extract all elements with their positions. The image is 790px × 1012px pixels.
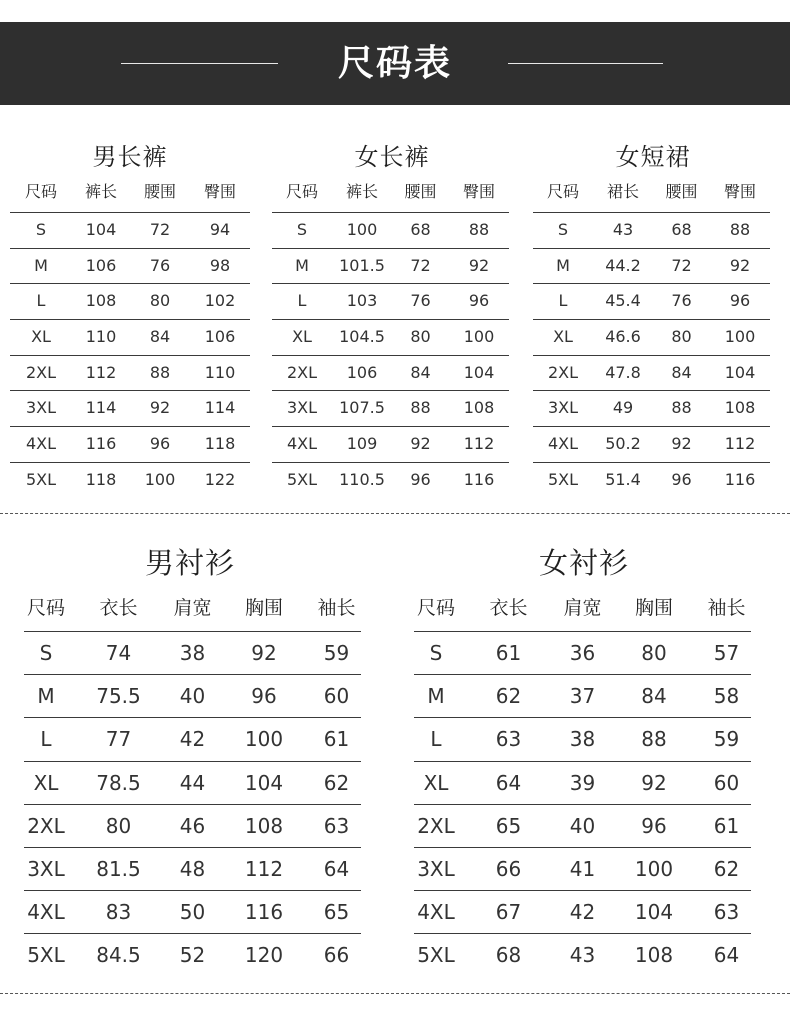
value-cell: 72 [149, 220, 171, 239]
value-cell: 92 [671, 434, 692, 454]
value-cell: 78.5 [96, 770, 141, 795]
value-cell: 63 [323, 813, 350, 838]
value-cell: 98 [209, 255, 231, 275]
table-row [414, 934, 751, 976]
table-row [272, 249, 509, 284]
value-cell: 104 [85, 220, 117, 239]
table-row [272, 463, 509, 498]
table-header-row [10, 172, 250, 212]
value-cell: 72 [410, 255, 431, 275]
table-row [533, 463, 770, 498]
value-cell: 39 [569, 770, 596, 795]
size-cell: L [40, 727, 52, 752]
value-cell: 66 [495, 856, 522, 881]
value-cell: 75.5 [96, 684, 141, 709]
value-cell: 106 [204, 327, 236, 347]
column-header: 尺码 [416, 597, 455, 619]
size-cell: M [556, 255, 570, 275]
value-cell: 52 [179, 943, 206, 968]
value-cell: 61 [495, 641, 522, 665]
table-row [10, 320, 250, 355]
table-row [414, 675, 751, 717]
value-cell: 44 [179, 770, 206, 795]
size-cell: 3XL [25, 398, 57, 418]
value-cell: 64 [713, 943, 740, 968]
size-cell: L [558, 291, 568, 311]
table-row [10, 427, 250, 462]
value-cell: 44.2 [605, 255, 641, 275]
table-row [10, 249, 250, 284]
value-cell: 77 [105, 727, 132, 752]
table-row [414, 632, 751, 674]
size-cell: 4XL [27, 900, 65, 925]
value-cell: 84.5 [96, 943, 141, 968]
value-cell: 107.5 [339, 398, 385, 418]
size-cell: XL [423, 770, 449, 795]
value-cell: 120 [244, 943, 284, 968]
men-shirt-title: 男衬衫 [144, 546, 235, 580]
size-cell: 5XL [27, 943, 65, 968]
value-cell: 72 [671, 255, 692, 275]
value-cell: 116 [463, 469, 495, 489]
table-row [272, 320, 509, 355]
value-cell: 62 [323, 770, 350, 795]
size-cell: 2XL [417, 813, 455, 838]
size-cell: S [35, 220, 47, 239]
value-cell: 100 [724, 327, 756, 347]
table-row [272, 356, 509, 391]
value-cell: 88 [671, 398, 692, 418]
value-cell: 62 [713, 856, 740, 881]
value-cell: 122 [204, 469, 236, 489]
value-cell: 74 [105, 641, 132, 665]
value-cell: 42 [569, 900, 596, 925]
table-row [10, 463, 250, 498]
value-cell: 48 [179, 856, 206, 881]
value-cell: 96 [468, 291, 490, 311]
bottom-divider [0, 993, 790, 994]
table-row [272, 284, 509, 319]
table-row [533, 284, 770, 319]
value-cell: 108 [85, 291, 117, 311]
value-cell: 88 [729, 220, 751, 239]
value-cell: 42 [179, 727, 206, 752]
section-divider [0, 513, 790, 514]
value-cell: 66 [323, 943, 350, 968]
value-cell: 43 [612, 220, 634, 239]
value-cell: 60 [323, 684, 350, 709]
value-cell: 92 [729, 255, 751, 275]
value-cell: 63 [713, 900, 740, 925]
value-cell: 92 [641, 770, 667, 795]
column-header: 尺码 [285, 182, 318, 201]
value-cell: 106 [85, 255, 117, 275]
value-cell: 47.8 [605, 362, 641, 382]
column-header: 尺码 [546, 182, 579, 201]
size-cell: 2XL [25, 362, 57, 382]
value-cell: 58 [713, 684, 740, 709]
value-cell: 116 [85, 434, 117, 454]
value-cell: 38 [179, 641, 206, 665]
table-row [533, 249, 770, 284]
value-cell: 68 [410, 220, 431, 239]
value-cell: 84 [671, 362, 692, 382]
value-cell: 76 [149, 255, 171, 275]
value-cell: 76 [410, 291, 431, 311]
value-cell: 80 [410, 327, 431, 347]
table-row [533, 320, 770, 355]
size-cell: S [557, 220, 569, 239]
column-header: 袖长 [707, 597, 746, 619]
value-cell: 88 [468, 220, 490, 239]
men-shirt-table [24, 585, 361, 977]
size-cell: 5XL [547, 469, 579, 489]
women-shirt-table [414, 585, 751, 977]
value-cell: 104 [463, 362, 495, 382]
size-cell: S [39, 641, 53, 665]
column-header: 裤长 [84, 182, 117, 201]
table-row [414, 762, 751, 804]
column-header: 胸围 [244, 597, 283, 619]
value-cell: 50.2 [605, 434, 641, 454]
table-row [533, 356, 770, 391]
value-cell: 108 [634, 943, 674, 968]
value-cell: 41 [569, 856, 596, 881]
size-cell: M [37, 684, 55, 709]
value-cell: 80 [105, 813, 132, 838]
value-cell: 88 [410, 398, 431, 418]
table-header-row [272, 172, 509, 212]
table-header-row [414, 585, 751, 631]
table-row [10, 356, 250, 391]
banner-rule-left [121, 63, 278, 64]
value-cell: 108 [463, 398, 495, 418]
size-cell: 2XL [547, 362, 579, 382]
column-header: 肩宽 [173, 597, 212, 619]
value-cell: 64 [323, 856, 350, 881]
value-cell: 88 [641, 727, 667, 752]
size-cell: L [36, 291, 46, 311]
size-cell: M [34, 255, 48, 275]
value-cell: 100 [144, 469, 176, 489]
size-cell: 3XL [547, 398, 579, 418]
table-row [414, 805, 751, 847]
women-skirt-title: 女短裙 [615, 143, 691, 171]
value-cell: 103 [346, 291, 378, 311]
table-row [272, 391, 509, 426]
column-header: 臀围 [203, 182, 236, 201]
column-header: 袖长 [317, 597, 356, 619]
value-cell: 80 [149, 291, 171, 311]
value-cell: 92 [468, 255, 490, 275]
size-cell: XL [553, 327, 573, 347]
value-cell: 60 [713, 770, 740, 795]
size-cell: XL [292, 327, 312, 347]
size-cell: 4XL [286, 434, 318, 454]
size-cell: XL [33, 770, 59, 795]
column-header: 臀围 [462, 182, 495, 201]
value-cell: 92 [149, 398, 171, 418]
value-cell: 108 [244, 813, 284, 838]
value-cell: 65 [495, 813, 522, 838]
value-cell: 100 [244, 727, 284, 752]
value-cell: 51.4 [605, 469, 641, 489]
value-cell: 102 [204, 291, 236, 311]
column-header: 腰围 [143, 182, 176, 201]
value-cell: 63 [495, 727, 522, 752]
size-cell: S [296, 220, 308, 239]
value-cell: 100 [346, 220, 378, 239]
table-row [272, 213, 509, 248]
size-cell: S [429, 641, 443, 665]
value-cell: 62 [495, 684, 522, 709]
value-cell: 100 [634, 856, 674, 881]
value-cell: 84 [410, 362, 431, 382]
value-cell: 49 [612, 398, 634, 418]
value-cell: 114 [204, 398, 236, 418]
value-cell: 106 [346, 362, 378, 382]
size-cell: 3XL [286, 398, 318, 418]
size-cell: XL [31, 327, 51, 347]
value-cell: 112 [244, 856, 284, 881]
value-cell: 96 [729, 291, 751, 311]
women-pants-table [272, 172, 509, 498]
value-cell: 104 [724, 362, 756, 382]
value-cell: 92 [251, 641, 277, 665]
table-row [24, 805, 361, 847]
column-header: 肩宽 [563, 597, 602, 619]
size-cell: 3XL [417, 856, 455, 881]
size-cell: L [297, 291, 307, 311]
value-cell: 104.5 [339, 327, 385, 347]
value-cell: 61 [323, 727, 350, 752]
size-cell: 2XL [286, 362, 318, 382]
column-header: 衣长 [99, 597, 138, 619]
value-cell: 46.6 [605, 327, 641, 347]
value-cell: 96 [671, 469, 692, 489]
table-row [24, 632, 361, 674]
value-cell: 96 [641, 813, 667, 838]
value-cell: 96 [149, 434, 171, 454]
value-cell: 36 [569, 641, 596, 665]
table-row [24, 891, 361, 933]
value-cell: 101.5 [339, 255, 385, 275]
size-cell: 4XL [547, 434, 579, 454]
value-cell: 46 [179, 813, 206, 838]
size-cell: 5XL [286, 469, 318, 489]
size-cell: 3XL [27, 856, 65, 881]
size-cell: 4XL [25, 434, 57, 454]
column-header: 胸围 [634, 597, 673, 619]
value-cell: 80 [671, 327, 692, 347]
value-cell: 67 [495, 900, 522, 925]
table-row [533, 391, 770, 426]
value-cell: 59 [323, 641, 350, 665]
header-banner [0, 22, 790, 105]
table-row [533, 213, 770, 248]
size-cell: 4XL [417, 900, 455, 925]
size-cell: M [295, 255, 309, 275]
value-cell: 88 [149, 362, 171, 382]
men-pants-title: 男长裤 [92, 143, 168, 171]
column-header: 腰围 [665, 182, 698, 201]
size-cell: 5XL [25, 469, 57, 489]
value-cell: 68 [671, 220, 692, 239]
table-row [414, 848, 751, 890]
value-cell: 43 [569, 943, 596, 968]
value-cell: 40 [569, 813, 596, 838]
column-header: 尺码 [26, 597, 65, 619]
table-row [24, 675, 361, 717]
value-cell: 112 [724, 434, 756, 454]
value-cell: 112 [85, 362, 117, 382]
value-cell: 61 [713, 813, 740, 838]
value-cell: 112 [463, 434, 495, 454]
value-cell: 104 [244, 770, 284, 795]
value-cell: 92 [410, 434, 431, 454]
column-header: 裤长 [345, 182, 378, 201]
column-header: 裙长 [606, 182, 639, 201]
value-cell: 104 [634, 900, 674, 925]
size-cell: 5XL [417, 943, 455, 968]
women-skirt-table [533, 172, 770, 498]
table-row [272, 427, 509, 462]
table-header-row [533, 172, 770, 212]
value-cell: 50 [179, 900, 206, 925]
women-pants-title: 女长裤 [354, 143, 430, 171]
table-row [414, 891, 751, 933]
value-cell: 118 [85, 469, 117, 489]
table-row [10, 213, 250, 248]
table-row [10, 284, 250, 319]
value-cell: 96 [251, 684, 277, 709]
value-cell: 40 [179, 684, 206, 709]
value-cell: 116 [244, 900, 284, 925]
men-pants-table [10, 172, 250, 498]
size-cell: M [427, 684, 445, 709]
value-cell: 108 [724, 398, 756, 418]
value-cell: 96 [410, 469, 431, 489]
value-cell: 45.4 [605, 291, 641, 311]
value-cell: 109 [346, 434, 378, 454]
size-cell: 2XL [27, 813, 65, 838]
value-cell: 110.5 [339, 469, 385, 489]
value-cell: 84 [641, 684, 667, 709]
value-cell: 116 [724, 469, 756, 489]
table-row [24, 848, 361, 890]
column-header: 尺码 [24, 182, 57, 201]
value-cell: 118 [204, 434, 236, 454]
table-row [10, 391, 250, 426]
value-cell: 57 [713, 641, 740, 665]
table-row [24, 934, 361, 976]
banner-rule-right [508, 63, 663, 64]
value-cell: 65 [323, 900, 350, 925]
value-cell: 64 [495, 770, 522, 795]
value-cell: 110 [85, 327, 117, 347]
table-row [24, 718, 361, 760]
value-cell: 37 [569, 684, 596, 709]
size-cell: L [430, 727, 442, 752]
table-row [24, 762, 361, 804]
value-cell: 80 [641, 641, 667, 665]
value-cell: 59 [713, 727, 740, 752]
value-cell: 84 [149, 327, 171, 347]
value-cell: 81.5 [96, 856, 141, 881]
value-cell: 114 [85, 398, 117, 418]
value-cell: 38 [569, 727, 596, 752]
value-cell: 83 [105, 900, 132, 925]
value-cell: 76 [671, 291, 692, 311]
table-header-row [24, 585, 361, 631]
value-cell: 68 [495, 943, 522, 968]
page-title: 尺码表 [337, 42, 452, 84]
value-cell: 94 [209, 220, 231, 239]
value-cell: 100 [463, 327, 495, 347]
value-cell: 110 [204, 362, 236, 382]
women-shirt-title: 女衬衫 [538, 546, 629, 580]
column-header: 衣长 [489, 597, 528, 619]
table-row [414, 718, 751, 760]
column-header: 臀围 [723, 182, 756, 201]
column-header: 腰围 [404, 182, 437, 201]
table-row [533, 427, 770, 462]
